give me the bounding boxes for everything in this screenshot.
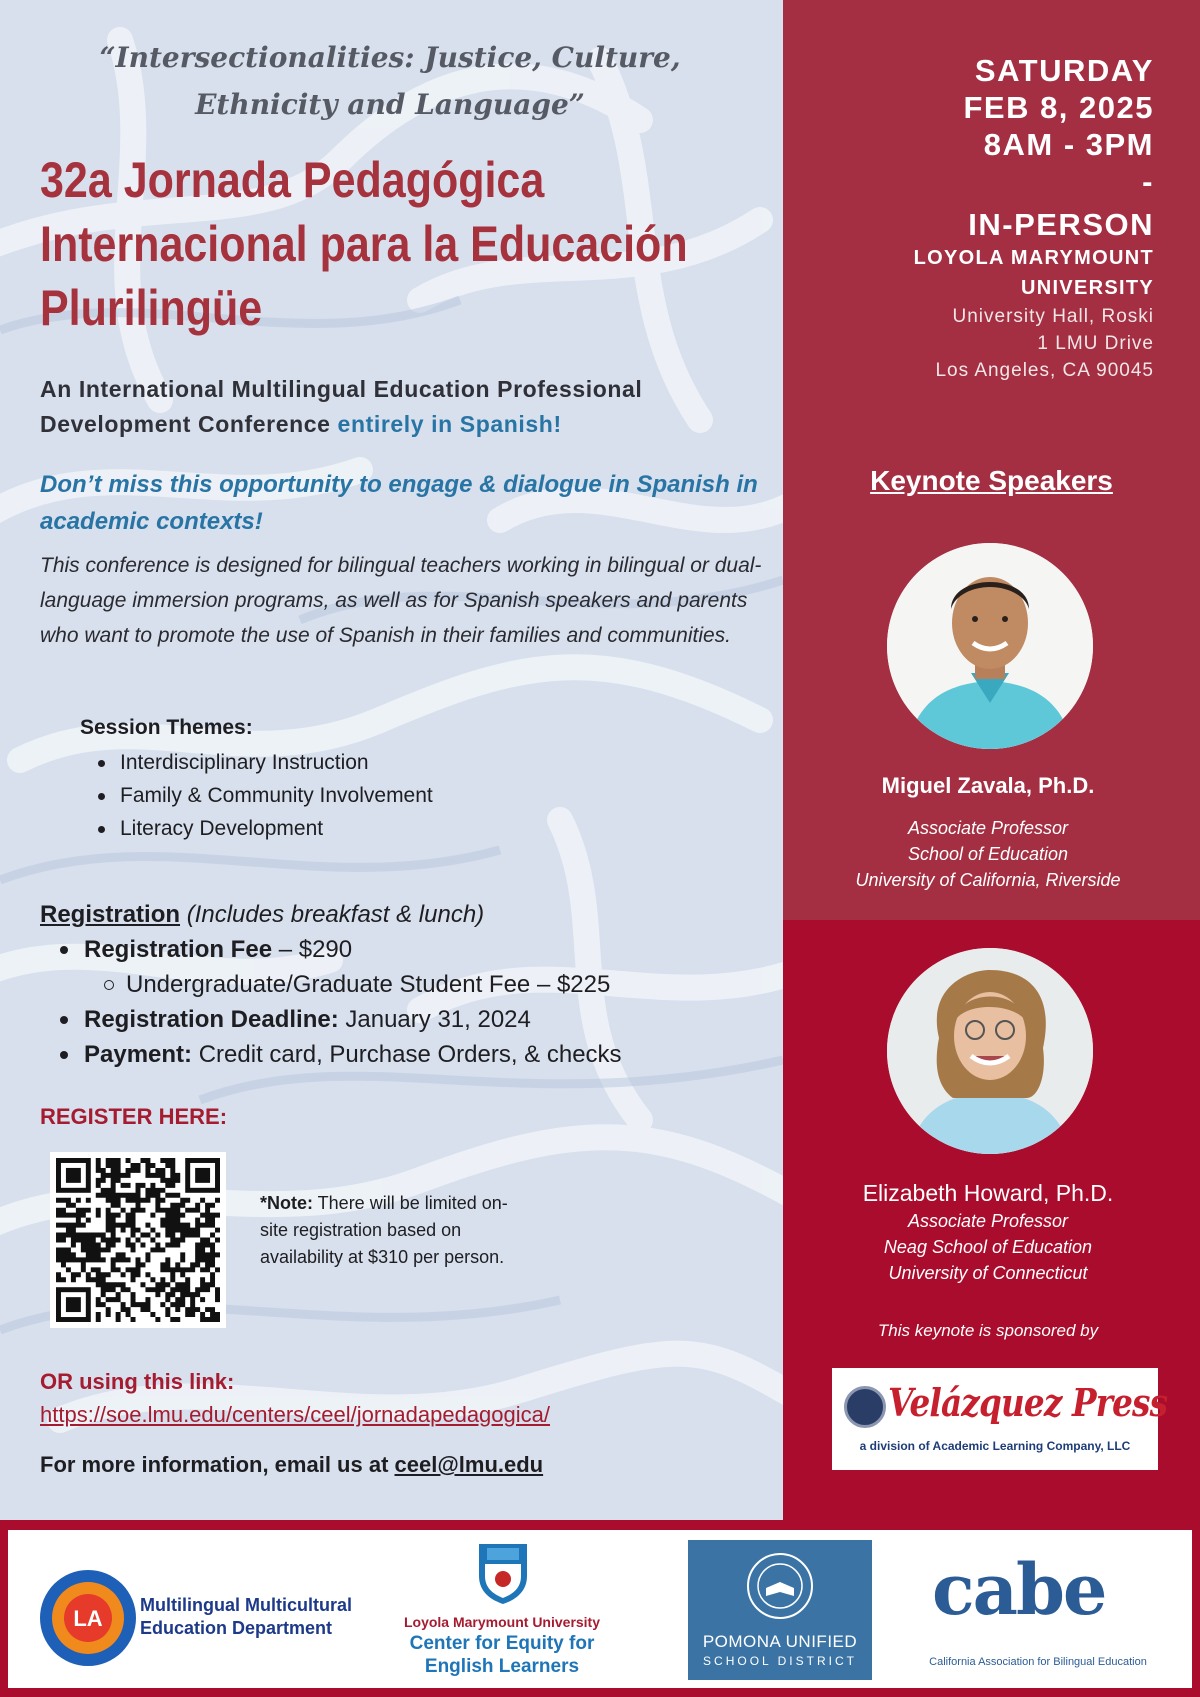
- qr-code-icon: [56, 1158, 220, 1322]
- lmu-shield-icon: [477, 1542, 529, 1606]
- speaker-1-name: Miguel Zavala, Ph.D.: [881, 773, 1095, 798]
- conference-subtitle: [40, 372, 780, 442]
- title-line-2: Internacional para la Educación: [40, 216, 688, 272]
- registration-fee-item: [40, 932, 780, 967]
- keynote-speakers-heading: Keynote Speakers: [870, 465, 1113, 496]
- registration-section: [40, 898, 780, 1072]
- sponsor-logo-name: Velázquez Press: [888, 1380, 1168, 1425]
- sponsor-logo-sub: a division of Academic Learning Company, LLC: [859, 1439, 1131, 1453]
- title-line-3: Plurilingüe: [40, 280, 263, 336]
- event-date: FEB 8, 2025: [963, 90, 1154, 125]
- speaker-photo-miguel-zavala: [887, 543, 1093, 749]
- payment-value: Credit card, Purchase Orders, & checks: [192, 1041, 622, 1068]
- footer-logo-strip: [8, 1530, 1192, 1688]
- registration-heading: [40, 898, 780, 932]
- event-format: IN-PERSON: [968, 207, 1154, 242]
- ceel-name: [384, 1632, 620, 1678]
- subtitle-line-2: [40, 407, 780, 442]
- lmu-ceel-logo: [384, 1530, 620, 1688]
- lausd-seal-icon: [38, 1568, 138, 1668]
- contact-email-link[interactable]: ceel@lmu.edu: [394, 1452, 544, 1477]
- subtitle-prefix: Development Conference: [40, 411, 338, 437]
- description-text: This conference is designed for bilingual teachers working in bilingual or dual-language immersion programs, as well as for Spanish speakers and parents who want to promote the use of Spanish in their families and communities.: [40, 554, 762, 647]
- lmu-name: Loyola Marymount University: [403, 1614, 601, 1630]
- speaker-2-name: Elizabeth Howard, Ph.D.: [862, 1180, 1114, 1206]
- deadline-label: Registration Deadline:: [84, 1006, 339, 1033]
- event-separator: -: [1142, 164, 1154, 199]
- venue-line-1: LOYOLA MARYMOUNT: [913, 247, 1154, 269]
- speaker-2-role: Associate Professor: [907, 1211, 1069, 1231]
- cabe-logo: [908, 1540, 1168, 1680]
- theme-item: Literacy Development: [96, 812, 433, 845]
- lausd-department-text: [140, 1594, 352, 1640]
- session-themes-list: [96, 746, 433, 845]
- pomona-line-1: POMONA UNIFIED: [702, 1632, 858, 1651]
- speaker-1-role: Associate Professor: [907, 818, 1069, 838]
- subtitle-highlight: entirely in Spanish!: [337, 411, 562, 437]
- speaker-2-dept: Neag School of Education: [883, 1237, 1093, 1257]
- theme-item: Interdisciplinary Instruction: [96, 746, 433, 779]
- onsite-registration-note: [260, 1190, 530, 1271]
- speaker-photo-elizabeth-howard: [887, 948, 1093, 1154]
- event-day: SATURDAY: [974, 53, 1154, 88]
- address-line-2: 1 LMU Drive: [1037, 333, 1154, 354]
- fee-label: Registration Fee: [84, 936, 273, 963]
- pomona-unified-logo: [688, 1540, 872, 1680]
- title-line-1: 32a Jornada Pedagógica: [40, 152, 545, 208]
- student-fee-item: Undergraduate/Graduate Student Fee – $225: [40, 967, 780, 1002]
- registration-heading-note: (Includes breakfast & lunch): [186, 901, 485, 928]
- callout-text: Don’t miss this opportunity to engage & dialogue in Spanish in academic contexts!: [40, 471, 758, 535]
- address-line-1: University Hall, Roski: [952, 306, 1154, 327]
- payment-item: [40, 1037, 780, 1072]
- registration-link[interactable]: https://soe.lmu.edu/centers/ceel/jornadapedagogica/: [40, 1402, 550, 1427]
- more-info-text: [40, 1452, 543, 1478]
- cabe-wordmark: cabe: [932, 1548, 1106, 1631]
- register-here-heading: REGISTER HERE:: [40, 1104, 228, 1129]
- deadline-value: January 31, 2024: [338, 1006, 531, 1033]
- pomona-line-2: SCHOOL DISTRICT: [703, 1654, 857, 1668]
- payment-label: Payment:: [84, 1041, 193, 1068]
- theme-item: Family & Community Involvement: [96, 779, 433, 812]
- svg-text:LA: LA: [73, 1606, 103, 1631]
- partner-logos-footer: [0, 1520, 1200, 1697]
- more-info-prefix: For more information, email us at: [40, 1452, 395, 1477]
- registration-qr-code[interactable]: [50, 1152, 226, 1328]
- conference-title: [40, 148, 688, 340]
- speaker-1-org: University of California, Riverside: [855, 870, 1121, 890]
- pomona-seal-icon: [746, 1552, 814, 1620]
- event-time: 8AM - 3PM: [983, 127, 1154, 162]
- registration-deadline-item: [40, 1002, 780, 1037]
- fee-value: – $290: [272, 936, 353, 963]
- registration-list: [40, 932, 780, 1072]
- velazquez-seal-icon: [844, 1386, 886, 1428]
- conference-theme-quote: “Intersectionalities: Justice, Culture, Ethnicity and Language”: [99, 41, 681, 121]
- ceel-line-1: Center for Equity for: [409, 1633, 595, 1654]
- or-link-heading: OR using this link:: [40, 1369, 235, 1394]
- sponsor-text: This keynote is sponsored by: [877, 1321, 1099, 1340]
- note-label: *Note:: [260, 1193, 313, 1213]
- speaker-1-dept: School of Education: [907, 844, 1069, 864]
- address-line-3: Los Angeles, CA 90045: [935, 360, 1154, 381]
- session-themes-heading: Session Themes:: [80, 716, 253, 739]
- venue-line-2: UNIVERSITY: [1020, 277, 1154, 299]
- speaker-2-org: University of Connecticut: [888, 1263, 1088, 1283]
- event-details: [914, 52, 1154, 384]
- lausd-line-2: Education Department: [140, 1618, 333, 1638]
- velazquez-press-logo: [832, 1368, 1168, 1470]
- note-text: There will be limited on-site registration based on availability at $310 per person.: [260, 1193, 508, 1267]
- ceel-line-2: English Learners: [424, 1656, 580, 1677]
- cabe-full-name: California Association for Bilingual Education: [929, 1656, 1147, 1668]
- subtitle-line-1: An International Multilingual Education Professional: [40, 376, 643, 402]
- registration-heading-label: Registration: [40, 901, 181, 928]
- lausd-line-1: Multilingual Multicultural: [140, 1595, 352, 1615]
